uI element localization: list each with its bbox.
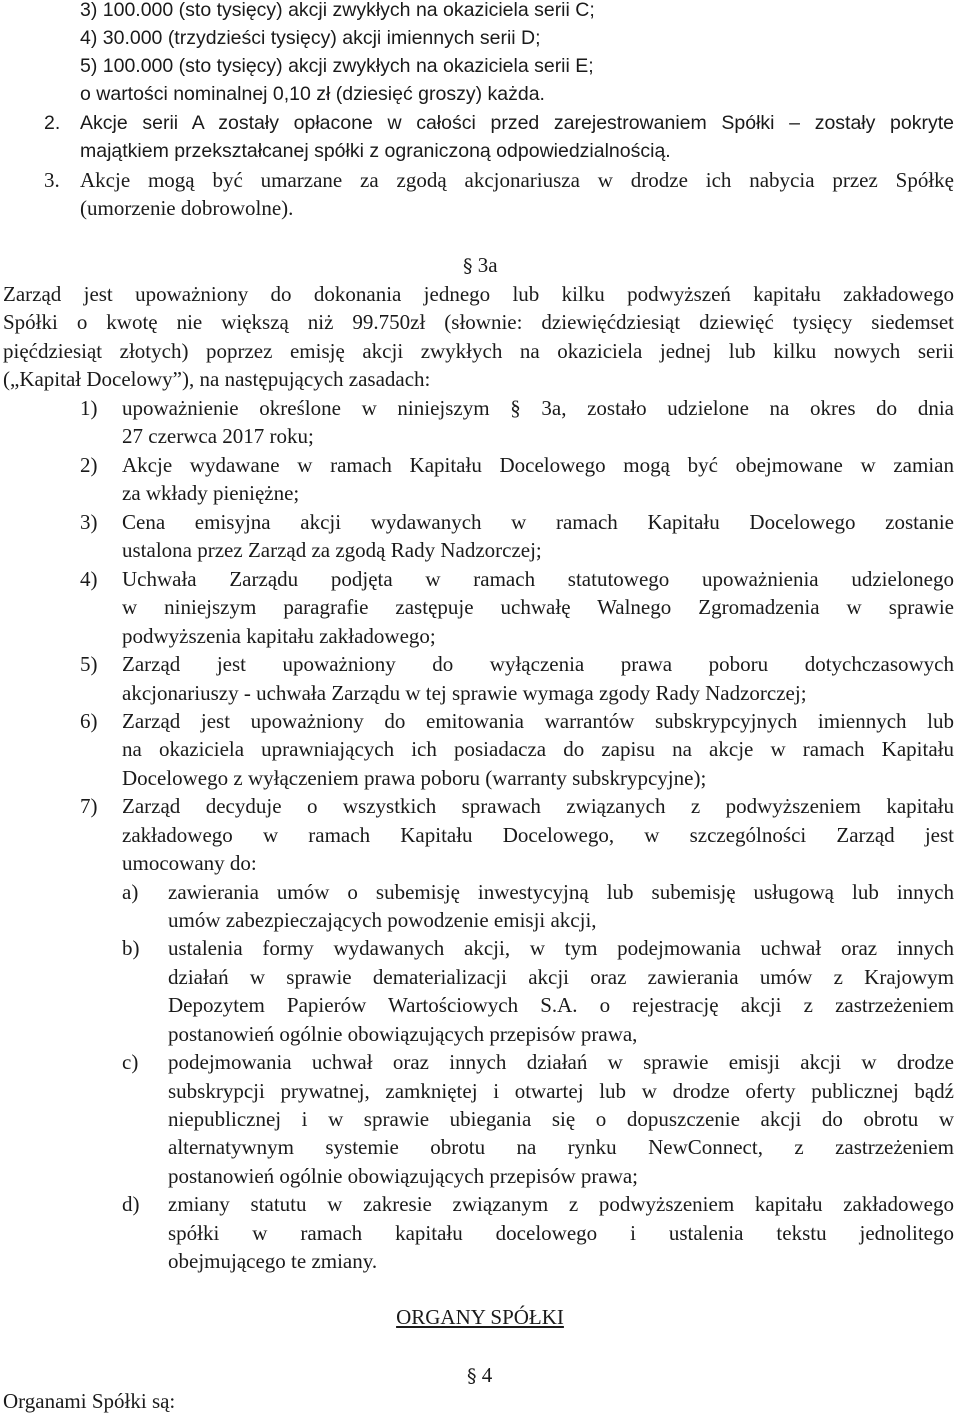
subitem-c-line-5: postanowień ogólnie obowiązujących przepisów prawa; xyxy=(168,1164,639,1188)
point-2-line-1: Akcje serii A zostały opłacone w całości przed zarejestrowaniem Spółki – zostały pokryte xyxy=(80,112,954,134)
item-6-line-1: Zarząd jest upoważniony do emitowania warrantów subskrypcyjnych imiennych lub xyxy=(122,709,954,733)
section-3a-heading xyxy=(463,251,498,281)
subitem-a-letter: a) xyxy=(122,880,139,904)
nominal-value-line: o wartości nominalnej 0,10 zł (dziesięć groszy) każda. xyxy=(80,83,545,105)
item-5-number: 5) xyxy=(80,652,98,676)
subitem-c-line-4: alternatywnym systemie obrotu na rynku NewConnect, z zastrzeżeniem xyxy=(168,1135,954,1159)
item-2-line-1: Akcje wydawane w ramach Kapitału Docelowego mogą być obejmowane w zamian xyxy=(122,453,954,477)
item-1-number: 1) xyxy=(80,396,98,420)
item-4-line-1: Uchwała Zarządu podjęta w ramach statutowego upoważnienia udzielonego xyxy=(122,567,954,591)
item-7-line-2: zakładowego w ramach Kapitału Docelowego, w szczególności Zarząd jest xyxy=(122,823,954,847)
subitem-d-line-1: zmiany statutu w zakresie związanym z podwyższeniem kapitału zakładowego xyxy=(168,1192,954,1216)
item-5-line-1: Zarząd jest upoważniony do wyłączenia prawa poboru dotychczasowych xyxy=(122,652,954,676)
subitem-b-letter: b) xyxy=(122,936,140,960)
item-5-line-2: akcjonariuszy - uchwała Zarządu w tej sprawie wymaga zgody Rady Nadzorczej; xyxy=(122,681,807,705)
item-4-number: 4) xyxy=(80,567,98,591)
organs-heading: ORGANY SPÓŁKI xyxy=(396,1305,564,1329)
item-4-line-2: w niniejszym paragrafie zastępuje uchwałę Walnego Zgromadzenia w sprawie xyxy=(122,595,954,619)
subitem-b-line-2: działań w sprawie dematerializacji akcji oraz zawierania umów z Krajowym xyxy=(168,965,954,989)
section-4-number: 4 xyxy=(481,1363,493,1387)
section-3a-para-line-4: („Kapitał Docelowy”), na następujących zasadach: xyxy=(3,367,431,391)
item-1-line-2: 27 czerwca 2017 roku; xyxy=(122,424,314,448)
share-series-c-line: 3) 100.000 (sto tysięcy) akcji zwykłych na okaziciela serii C; xyxy=(80,0,595,21)
item-3-line-2: ustalona przez Zarząd za zgodą Rady Nadzorczej; xyxy=(122,538,542,562)
subitem-c-line-2: subskrypcji prywatnej, zamkniętej i otwartej lub w drodze oferty publicznej bądź xyxy=(168,1079,954,1103)
item-7-line-3: umocowany do: xyxy=(122,851,257,875)
item-3-line-1: Cena emisyjna akcji wydawanych w ramach Kapitału Docelowego zostanie xyxy=(122,510,954,534)
section-3a-para-line-2: Spółki o kwotę nie większą niż 99.750zł (słownie: dziewięćdziesiąt dziewięć tysięcy siedemset xyxy=(3,310,954,334)
point-2-number: 2. xyxy=(44,112,61,134)
point-3-number: 3. xyxy=(44,168,60,192)
subitem-a-line-1: zawierania umów o subemisję inwestycyjną lub subemisję usługową lub innych xyxy=(168,880,954,904)
item-6-line-2: na okaziciela uprawniających ich posiadacza do zapisu na akcje w ramach Kapitału xyxy=(122,737,954,761)
item-2-line-2: za wkłady pieniężne; xyxy=(122,481,300,505)
subitem-b-line-4: postanowień ogólnie obowiązujących przepisów prawa, xyxy=(168,1022,638,1046)
item-7-line-1: Zarząd decyduje o wszystkich sprawach związanych z podwyższeniem kapitału xyxy=(122,794,954,818)
section-sign: § xyxy=(463,255,473,277)
subitem-c-line-1: podejmowania uchwał oraz innych działań w sprawie emisji akcji w drodze xyxy=(168,1050,954,1074)
subitem-d-line-3: obejmującego te zmiany. xyxy=(168,1249,378,1273)
point-3-line-1: Akcje mogą być umarzane za zgodą akcjonariusza w drodze ich nabycia przez Spółkę xyxy=(80,168,954,192)
subitem-b-line-3: Depozytem Papierów Wartościowych S.A. o rejestrację akcji z zastrzeżeniem xyxy=(168,993,954,1017)
subitem-b-line-1: ustalenia formy wydawanych akcji, w tym podejmowania uchwał oraz innych xyxy=(168,936,954,960)
item-6-line-3: Docelowego z wyłączeniem prawa poboru (warranty subskrypcyjne); xyxy=(122,766,707,790)
item-6-number: 6) xyxy=(80,709,98,733)
organs-intro: Organami Spółki są: xyxy=(3,1389,176,1413)
item-3-number: 3) xyxy=(80,510,98,534)
section-4-sign: § xyxy=(467,1365,477,1387)
point-3-line-2: (umorzenie dobrowolne). xyxy=(80,196,294,220)
subitem-c-letter: c) xyxy=(122,1050,139,1074)
item-7-number: 7) xyxy=(80,794,98,818)
point-2-line-2: majątkiem przekształcanej spółki z ograniczoną odpowiedzialnością. xyxy=(80,140,671,162)
share-series-d-line: 4) 30.000 (trzydzieści tysięcy) akcji imiennych serii D; xyxy=(80,27,541,49)
subitem-c-line-3: niepublicznej i w sprawie ubiegania się o dopuszczenie akcji do obrotu w xyxy=(168,1107,954,1131)
section-3a-para-line-3: pięćdziesiąt złotych) poprzez emisję akcji zwykłych na okaziciela jednej lub kilku nowych serii xyxy=(3,339,954,363)
section-4-heading xyxy=(467,1361,492,1391)
subitem-a-line-2: umów zabezpieczających powodzenie emisji akcji, xyxy=(168,908,597,932)
item-2-number: 2) xyxy=(80,453,98,477)
item-1-line-1: upoważnienie określone w niniejszym § 3a, zostało udzielone na okres do dnia xyxy=(122,396,954,420)
section-3a-label: 3a xyxy=(477,253,498,277)
share-series-e-line: 5) 100.000 (sto tysięcy) akcji zwykłych na okaziciela serii E; xyxy=(80,55,594,77)
subitem-d-line-2: spółki w ramach kapitału docelowego i ustalenia tekstu jednolitego xyxy=(168,1221,954,1245)
item-4-line-3: podwyższenia kapitału zakładowego; xyxy=(122,624,436,648)
subitem-d-letter: d) xyxy=(122,1192,140,1216)
section-3a-para-line-1: Zarząd jest upoważniony do dokonania jednego lub kilku podwyższeń kapitału zakładowego xyxy=(3,282,954,306)
